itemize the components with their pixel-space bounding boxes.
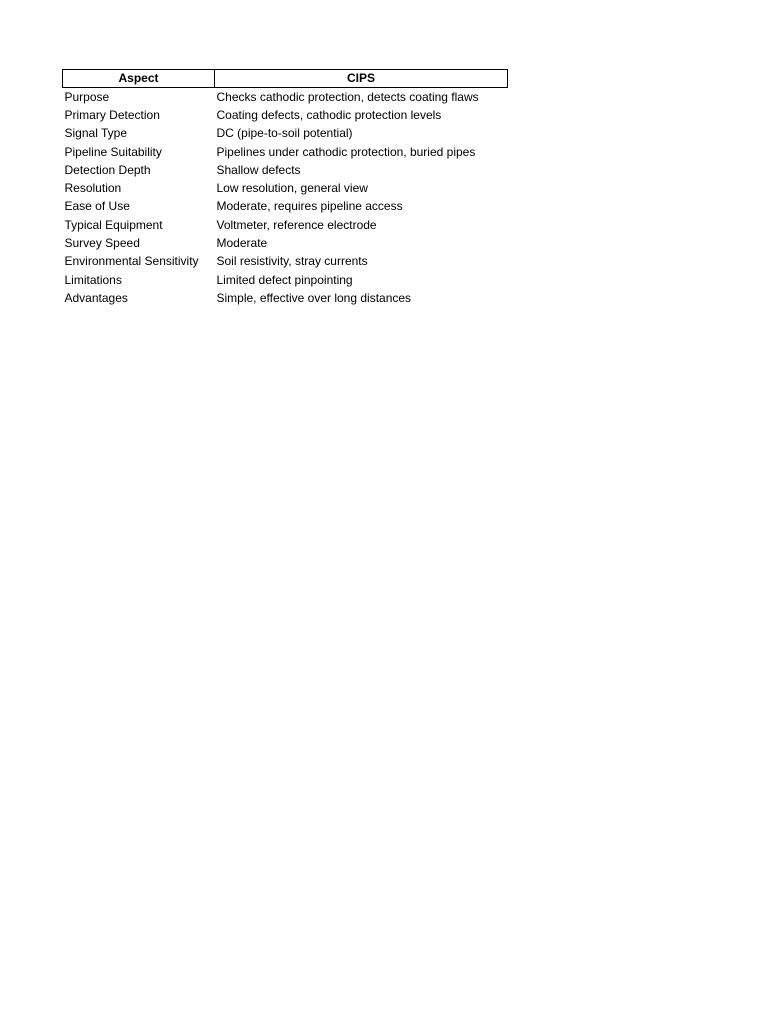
table-row — [63, 179, 508, 197]
aspect-cell: Detection Depth — [64, 162, 151, 177]
aspect-cell: Ease of Use — [64, 199, 130, 214]
cips-cell: Simple, effective over long distances — [216, 290, 412, 305]
aspect-cell: Primary Detection — [64, 107, 160, 122]
table-row — [63, 198, 508, 216]
table-row — [63, 289, 508, 307]
cips-cell: Moderate, requires pipeline access — [216, 199, 403, 214]
table-row — [63, 143, 508, 161]
cips-cell: Low resolution, general view — [216, 181, 368, 196]
aspect-cell: Typical Equipment — [64, 217, 163, 232]
aspect-cell: Environmental Sensitivity — [64, 254, 199, 269]
header-aspect: Aspect — [63, 70, 215, 88]
aspect-cell: Resolution — [64, 181, 122, 196]
cips-cell: Pipelines under cathodic protection, buried pipes — [216, 144, 476, 159]
table-row — [63, 216, 508, 234]
cips-cell: Limited defect pinpointing — [216, 272, 353, 287]
table-row — [63, 125, 508, 143]
cips-cell: Voltmeter, reference electrode — [216, 217, 377, 232]
table-row — [63, 253, 508, 271]
table-row — [63, 271, 508, 289]
header-row — [63, 70, 508, 88]
aspect-cell: Pipeline Suitability — [64, 144, 162, 159]
aspect-cell: Signal Type — [64, 126, 127, 141]
cips-cell: DC (pipe-to-soil potential) — [216, 126, 353, 141]
cips-cell: Moderate — [216, 236, 268, 251]
header-cips: CIPS — [215, 70, 508, 88]
table-row — [63, 88, 508, 107]
cips-cell: Coating defects, cathodic protection levels — [216, 107, 442, 122]
table-row — [63, 234, 508, 252]
spreadsheet-area — [62, 69, 508, 308]
aspect-cell: Advantages — [64, 290, 128, 305]
table-row — [63, 106, 508, 124]
aspect-cell: Limitations — [64, 272, 122, 287]
aspect-cell: Survey Speed — [64, 236, 140, 251]
comparison-table — [62, 69, 508, 308]
cips-cell: Shallow defects — [216, 162, 301, 177]
table-row — [63, 161, 508, 179]
cips-cell: Checks cathodic protection, detects coating flaws — [216, 89, 479, 104]
aspect-cell: Purpose — [64, 89, 110, 104]
cips-cell: Soil resistivity, stray currents — [216, 254, 368, 269]
